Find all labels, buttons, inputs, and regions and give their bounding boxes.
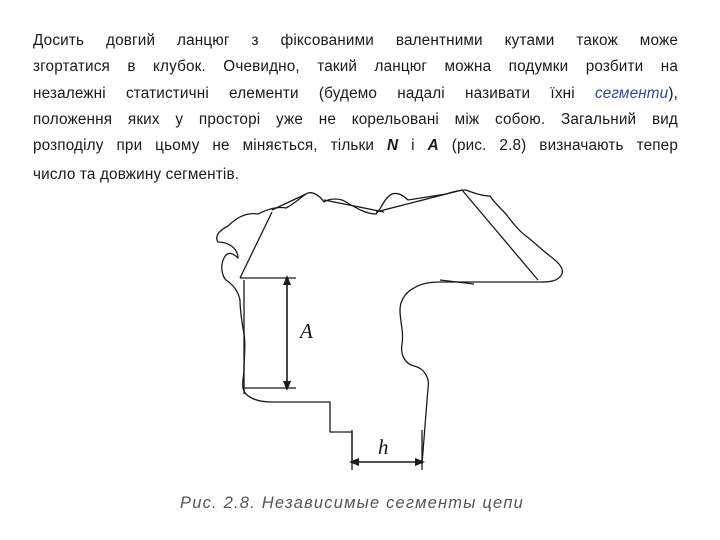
term-segments: сегменти [594, 84, 669, 102]
paragraph-line: число та довжину сегментів. [33, 166, 240, 184]
symbol-n: N [386, 137, 399, 155]
paragraph-text: розподілу при цьому не міняється, тільки [33, 137, 387, 155]
paragraph-text: (рис. 2.8) визначають тепер [438, 137, 678, 155]
symbol-a: A [427, 137, 439, 155]
segment-line [272, 194, 306, 210]
label-a: A [300, 319, 313, 343]
segment-line [462, 190, 538, 280]
label-h: h [378, 435, 389, 459]
chain-outline [217, 190, 563, 464]
paragraph-line: Досить довгий ланцюг з фіксованими валентними кутами також може [33, 32, 678, 49]
figure-caption: Рис. 2.8. Независимые сегменты цепи [180, 494, 524, 512]
segment-line [324, 200, 384, 212]
paragraph-line: згортатися в клубок. Очевидно, такий ланцюг можна подумки розбити на [33, 58, 678, 76]
paragraph-line: положення яких у просторі уже не корельовані між собою. Загальний вид [33, 110, 678, 128]
paragraph-text: і [398, 137, 428, 155]
paragraph-text: ), [668, 84, 678, 102]
paragraph-text: незалежні статистичні елементи (будемо надалі називати їхні [33, 84, 595, 102]
segment-line [376, 190, 462, 212]
segment-line [240, 212, 272, 278]
